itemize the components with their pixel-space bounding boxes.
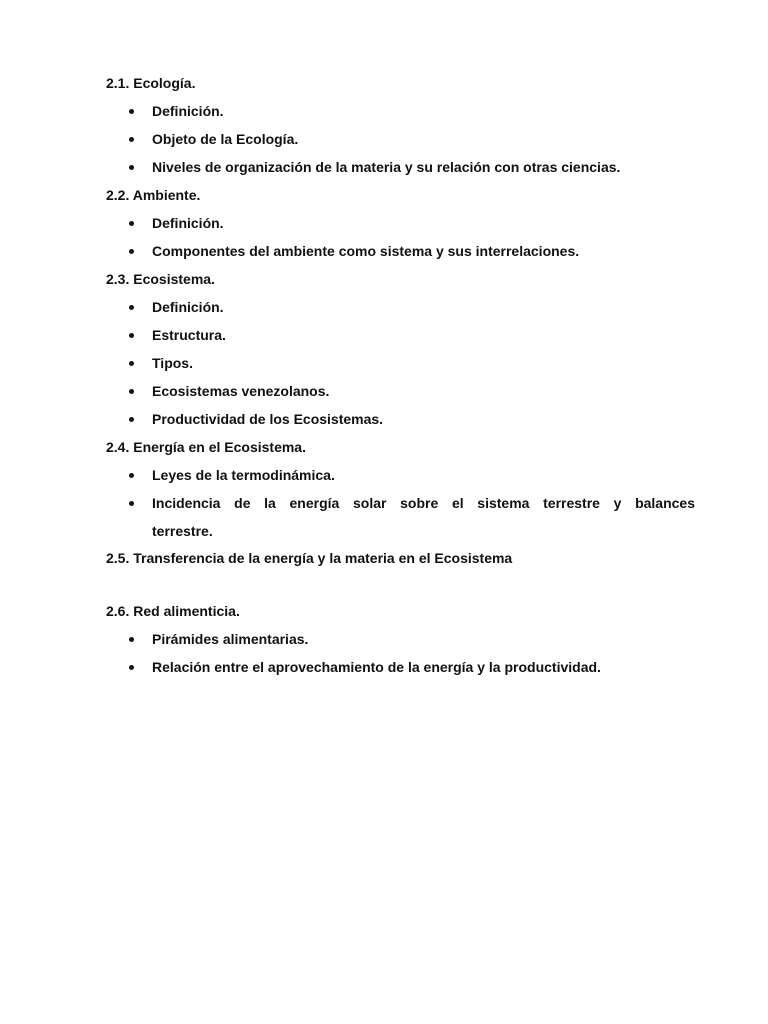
bullet-dot	[129, 137, 134, 142]
bullet-dot	[129, 165, 134, 170]
bullet-dot	[129, 361, 134, 366]
bullet-dot	[129, 637, 134, 642]
list-item: Componentes del ambiente como sistema y sus interrelaciones.	[152, 243, 580, 259]
bullet-dot	[129, 417, 134, 422]
list-item: Tipos.	[152, 355, 193, 371]
list-item: Estructura.	[152, 327, 226, 343]
bullet-dot	[129, 333, 134, 338]
list-item: Productividad de los Ecosistemas.	[152, 411, 384, 427]
list-item: Definición.	[152, 299, 224, 315]
section-heading: 2.5. Transferencia de la energía y la materia en el Ecosistema	[106, 550, 513, 566]
bullet-dot	[129, 473, 134, 478]
section-heading: 2.2. Ambiente.	[106, 187, 201, 203]
list-item: Pirámides alimentarias.	[152, 631, 309, 647]
bullet-dot	[129, 501, 134, 506]
list-item: Leyes de la termodinámica.	[152, 467, 335, 483]
section-heading: 2.4. Energía en el Ecosistema.	[106, 439, 306, 455]
section-heading: 2.1. Ecología.	[106, 75, 196, 91]
list-item: Ecosistemas venezolanos.	[152, 383, 330, 399]
bullet-dot	[129, 221, 134, 226]
section-heading: 2.6. Red alimenticia.	[106, 603, 240, 619]
list-item: Definición.	[152, 103, 224, 119]
list-item-continuation: terrestre.	[152, 523, 213, 539]
section-heading: 2.3. Ecosistema.	[106, 271, 215, 287]
bullet-dot	[129, 389, 134, 394]
list-item: Objeto de la Ecología.	[152, 131, 299, 147]
list-item: Relación entre el aprovechamiento de la energía y la productividad.	[152, 659, 601, 675]
bullet-dot	[129, 665, 134, 670]
bullet-dot	[129, 249, 134, 254]
bullet-dot	[129, 109, 134, 114]
bullet-dot	[129, 305, 134, 310]
list-item: Niveles de organización de la materia y su relación con otras ciencias.	[152, 159, 621, 175]
list-item: Incidencia de la energía solar sobre el sistema terrestre y balances	[152, 495, 695, 511]
list-item: Definición.	[152, 215, 224, 231]
